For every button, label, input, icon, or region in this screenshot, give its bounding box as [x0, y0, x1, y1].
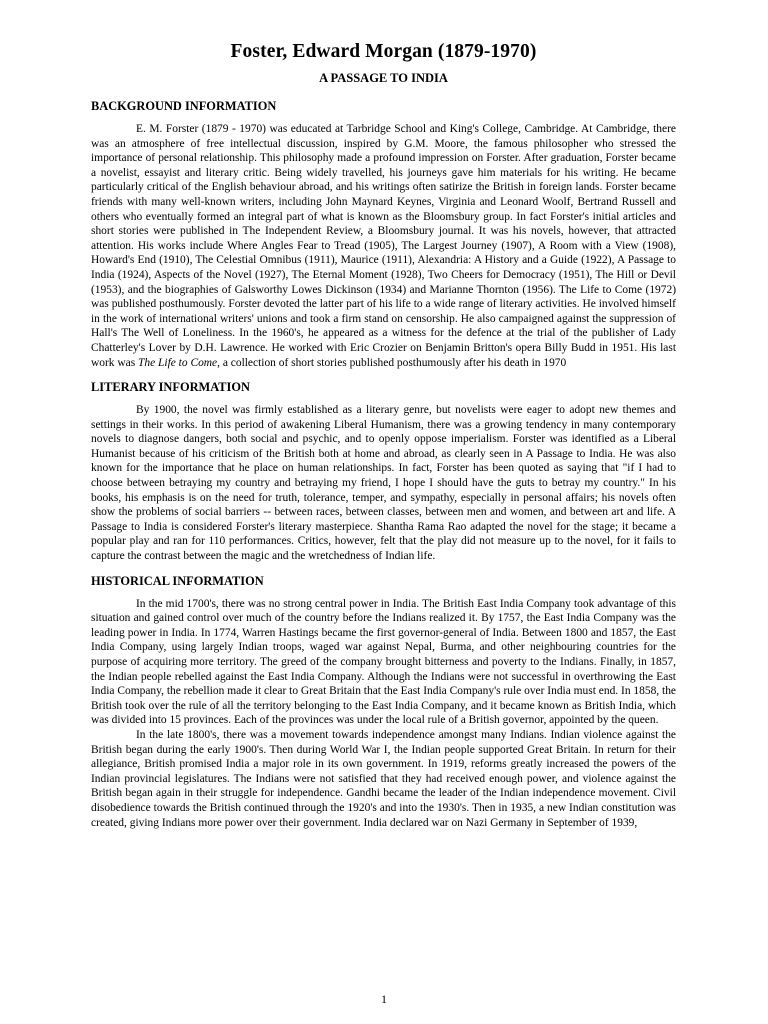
section-heading-background: BACKGROUND INFORMATION — [91, 99, 277, 113]
section-heading-literary: LITERARY INFORMATION — [91, 380, 250, 395]
document-title: Foster, Edward Morgan (1879-1970) — [230, 41, 537, 62]
page-number: 1 — [381, 992, 387, 1006]
section-literary — [91, 380, 676, 564]
historical-paragraph-2: In the late 1800's, there was a movement towards independence amongst many Indians. Indian violence against the British began during the early 1900's. Then during World War I, the Indian people supported Great Britain. In return for their allegiance, British promised India a major role in its own government. In 1919, reforms greatly increased the powers of the Indian provincial legislatures. The Indians were not satisfied that they had received enough power, and violence against the British began again in their struggle for independence. Gandhi became the leader of the Indian independence movement. Civil disobedience towards the British continued through the 1920's and into the 1930's. Then in 1935, a new Indian constitution was created, giving Indians more power over their government. India declared war on Nazi Germany in September of 1939, — [91, 728, 676, 829]
background-paragraph — [91, 122, 676, 370]
section-historical — [91, 574, 676, 831]
literary-paragraph: By 1900, the novel was firmly established as a literary genre, but novelists were eager to adopt new themes and settings in their works. In this period of awakening Liberal Humanism, there was a growing tendency in many contemporary novels to diagnose dangers, both social and psychic, and to openly oppose imperialism. Forster was identified as a Liberal Humanist because of his criticism of the British both at home and abroad, as clearly seen in A Passage to India. He was also known for the importance that he place on human relationships. In fact, Forster has been quoted as saying that "if I had to choose between betraying my country and betraying my friend, I hope I should have the guts to betray my country." In his books, his emphasis is on the need for truth, tolerance, temper, and sympathy, especially in personal affairs; his novels often show the problems of social barriers -- between races, between classes, between men and women, and between art and life. A Passage to India is considered Forster's literary masterpiece. Shantha Rama Rao adapted the novel for the stage; it became a popular play and ran for 110 performances. Critics, however, felt that the play did not measure up to the novel, for it fails to capture the contrast between the magic and the wretchedness of Indian life. — [91, 404, 676, 563]
background-text-part-2: , a collection of short stories published posthumously after his death in 1970 — [217, 356, 567, 369]
section-background — [91, 99, 676, 370]
section-heading-historical: HISTORICAL INFORMATION — [91, 573, 264, 588]
historical-paragraph-1: In the mid 1700's, there was no strong central power in India. The British East India Company took advantage of this situation and gained control over much of the country before the Indians realized it. By 1757, the East India Company was the leading power in India. In 1774, Warren Hastings became the first governor-general of India. Between 1800 and 1857, the East India Company, using largely Indian troops, waged war against Nepal, Burma, and other neighbouring countries for the purpose of acquiring more territory. The greed of the company brought bitterness and poverty to the Indians. Finally, in 1857, the Indian people rebelled against the East India Company. Although the Indians were not successful in overthrowing the East India Company, the rebellion made it clear to Great Britain that the East India Company's rule over India must end. In 1858, the British took over the rule of all the territory belonging to the East India Company, and it became known as British India, which was divided into 15 provinces. Each of the provinces was under the local rule of a British governor, appointed by the queen. — [91, 597, 676, 727]
document-subtitle: A PASSAGE TO INDIA — [319, 71, 448, 85]
book-title-life-to-come: The Life to Come — [138, 356, 218, 369]
background-text-part-1: E. M. Forster (1879 - 1970) was educated at Tarbridge School and King's College, Cambridge. At Cambridge, there was an atmosphere of free intellectual discussion, inspired by G.M. Moore, the famous philosopher who stressed the importance of personal relationship. This philosophy made a profound impression on Forster. After graduation, Forster became a novelist, essayist and literary critic. Being widely travelled, his journeys gave him materials for his writing. He became particularly critical of the English behaviour abroad, and his writings often satirize the British in foreign lands. Forster became friends with many well-known writers, including John Maynard Keynes, Virginia and Leonard Woolf, Bertrand Russell and others who eventually formed an integral part of what is known as the Bloomsbury group. In fact Forster's initial articles and short stories were published in The Independent Review, a Bloomsbury journal. It was his novels, however, that attracted attention. His works include Where Angles Fear to Tread (1905), The Largest Journey (1907), A Room with a View (1908), Howard's End (1910), The Celestial Omnibus (1911), Maurice (1911), Alexandria: A History and a Guide (1922), A Passage to India (1924), Aspects of the Novel (1927), The Eternal Moment (1928), Two Cheers for Democracy (1951), The Hill or Devil (1953), and the biographies of Galsworthy Lowes Dickinson (1934) and Marianne Thornton (1956). The Life to Come (1972) was published posthumously. Forster devoted the latter part of his life to a wide range of literary activities. He involved himself in the work of international writers' unions and took a firm stand on censorship. He also campaigned against the suppression of Hall's The Well of Loneliness. In the 1960's, he appeared as a witness for the defence at the trial of the publisher of Lady Chatterley's Lover by D.H. Lawrence. He worked with Eric Crozier on Benjamin Britton's opera Billy Budd in 1951. His last work was — [91, 123, 676, 369]
